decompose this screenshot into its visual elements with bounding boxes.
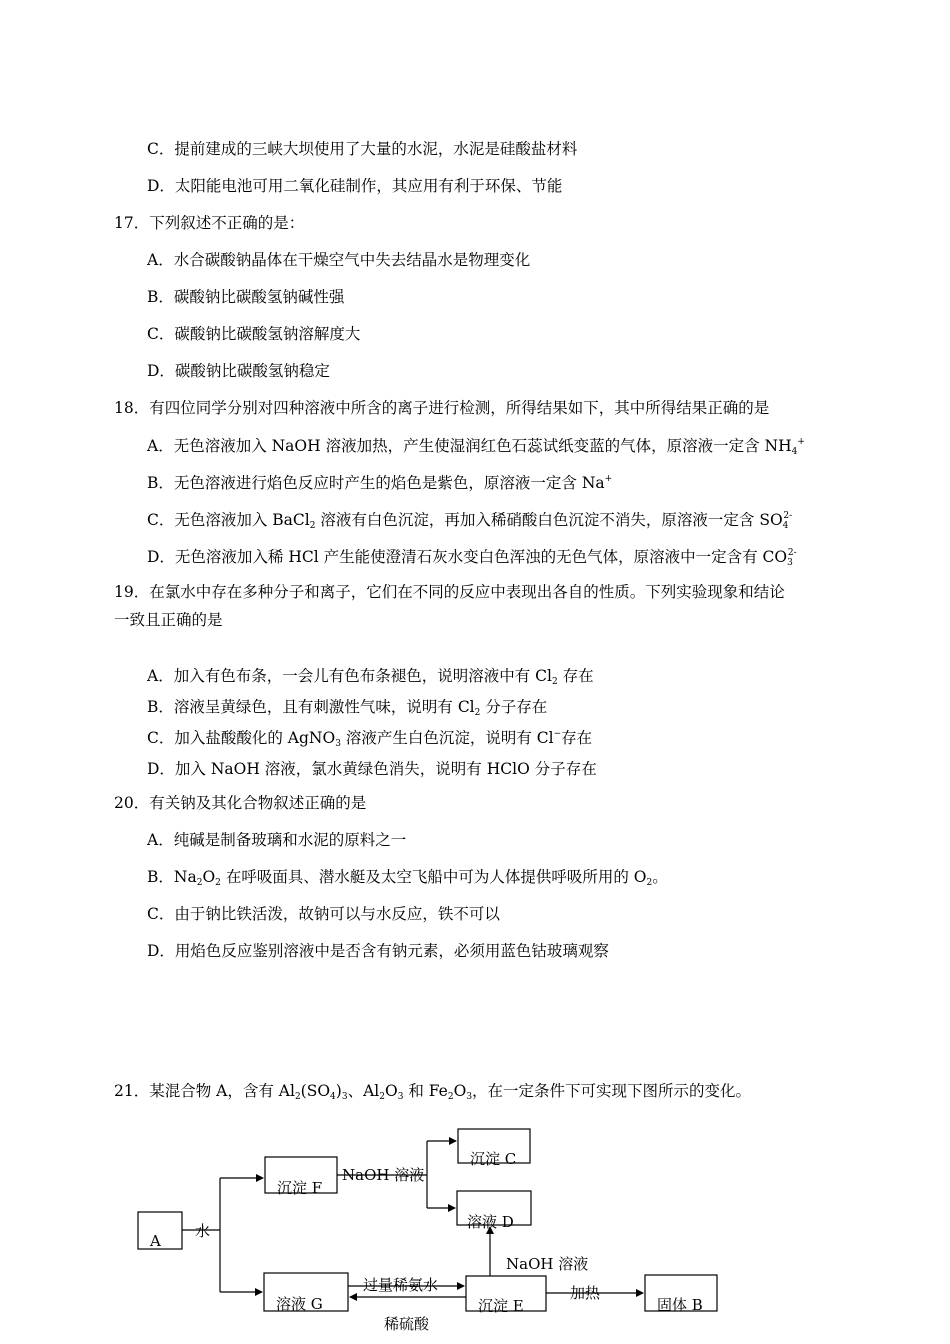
label-box-b: 固体 B: [657, 1296, 703, 1314]
q17-option-b: B．碳酸钠比碳酸氢钠碱性强: [147, 288, 345, 306]
subscript: 3: [341, 1092, 348, 1102]
q18-stem: 18．有四位同学分别对四种溶液中所含的离子进行检测，所得结果如下，其中所得结果正确的是: [114, 399, 770, 417]
q21-text: 和 Fe: [403, 1082, 448, 1100]
subscript: 2: [551, 677, 558, 687]
q19-option-a-text-2: 存在: [557, 667, 594, 685]
subscript: 3: [397, 1092, 404, 1102]
subscript: 2: [474, 708, 481, 718]
q19-option-b: [147, 697, 547, 717]
subscript: 2: [379, 1092, 385, 1102]
q18-option-a-text: A．无色溶液加入 NaOH 溶液加热，产生使湿润红色石蕊试纸变蓝的气体，原溶液一定含 NH: [147, 437, 792, 455]
q20-option-a: A．纯碱是制备玻璃和水泥的原料之一: [147, 831, 407, 849]
q18-option-c: [147, 510, 792, 530]
q20-option-b-text: B．Na: [147, 868, 197, 886]
label-box-d: 溶液 D: [467, 1213, 514, 1231]
label-water: 水: [195, 1222, 211, 1240]
q19-stem-line1: 19．在氯水中存在多种分子和离子，它们在不同的反应中表现出各自的性质。下列实验现象和结论: [114, 583, 785, 601]
q19-option-c-text: C．加入盐酸酸化的 AgNO: [147, 729, 336, 747]
label-box-c: 沉淀 C: [470, 1150, 517, 1168]
q19-option-c: [147, 728, 592, 748]
label-heat: 加热: [570, 1284, 601, 1302]
q16-option-c: C．提前建成的三峡大坝使用了大量的水泥，水泥是硅酸盐材料: [147, 140, 578, 158]
q21-text: O: [384, 1082, 398, 1100]
q19-option-b-text-2: 分子存在: [480, 698, 548, 716]
q19-option-c-text-3: 存在: [561, 729, 593, 747]
q18-option-d: [147, 547, 797, 567]
q16-option-d: D．太阳能电池可用二氧化硅制作，其应用有利于环保、节能: [147, 177, 563, 195]
q17-option-a: A．水合碳酸钠晶体在干燥空气中失去结晶水是物理变化: [147, 251, 531, 269]
superscript: +: [797, 437, 805, 447]
subscript: 3: [335, 739, 341, 749]
q17-option-d: D．碳酸钠比碳酸氢钠稳定: [147, 362, 330, 380]
label-naoh-top: NaOH 溶液: [342, 1166, 425, 1184]
label-box-a: A: [150, 1232, 161, 1250]
q20-option-c: C．由于钠比铁活泼，故钠可以与水反应，铁不可以: [147, 905, 500, 923]
superscript: 2-: [787, 548, 797, 558]
q20-option-b-text-3: 在呼吸面具、潜水艇及太空飞船中可为人体提供呼吸所用的 O: [220, 868, 647, 886]
flow-diagram: [0, 1115, 950, 1344]
q18-option-a: [147, 436, 805, 456]
q21-text: ): [335, 1082, 342, 1100]
subscript: 2: [294, 1092, 301, 1102]
q20-option-d: D．用焰色反应鉴别溶液中是否含有钠元素，必须用蓝色钴玻璃观察: [147, 942, 609, 960]
label-box-g: 溶液 G: [276, 1295, 323, 1313]
q18-option-c-text: C．无色溶液加入 BaCl: [147, 511, 310, 529]
superscript: 2-: [783, 511, 793, 521]
q20-stem: 20．有关钠及其化合物叙述正确的是: [114, 794, 367, 812]
q20-option-b-text-2: O: [202, 868, 216, 886]
subscript: 3: [466, 1092, 473, 1102]
label-ammonia: 过量稀氨水: [363, 1276, 439, 1294]
superscript: +: [604, 474, 613, 484]
q19-option-c-text-2: 溶液产生白色沉淀，说明有 Cl: [340, 729, 554, 747]
q21-text: (SO: [300, 1082, 331, 1100]
q19-option-d: D．加入 NaOH 溶液，氯水黄绿色消失，说明有 HClO 分子存在: [147, 760, 597, 778]
subscript: 4: [791, 447, 798, 457]
label-naoh-mid: NaOH 溶液: [506, 1255, 589, 1273]
q21-text: 21．某混合物 A，含有 Al: [114, 1082, 295, 1100]
q18-option-d-text: D．无色溶液加入稀 HCl 产生能使澄清石灰水变白色浑浊的无色气体，原溶液中一定含有 CO: [147, 548, 788, 566]
superscript: −: [553, 729, 562, 739]
q20-option-b: [147, 867, 668, 887]
subscript: 2: [646, 878, 653, 888]
q20-option-b-text-4: 。: [652, 868, 668, 886]
q18-option-b-text: B．无色溶液进行焰色反应时产生的焰色是紫色，原溶液一定含 Na: [147, 474, 605, 492]
q17-option-c: C．碳酸钠比碳酸氢钠溶解度大: [147, 325, 361, 343]
label-box-f: 沉淀 F: [277, 1179, 323, 1197]
q19-option-b-text: B．溶液呈黄绿色，且有刺激性气味，说明有 Cl: [147, 698, 475, 716]
subscript: 3: [787, 558, 793, 568]
subscript: 2: [196, 878, 203, 888]
q21-text: O: [453, 1082, 467, 1100]
q19-option-a: [147, 666, 594, 686]
q17-stem: 17．下列叙述不正确的是：: [114, 214, 305, 232]
q21-text: ，在一定条件下可实现下图所示的变化。: [472, 1082, 752, 1100]
q21-text: 、Al: [347, 1082, 380, 1100]
subscript: 2: [215, 878, 221, 888]
label-acid: 稀硫酸: [384, 1315, 430, 1333]
q19-stem-line2: 一致且正确的是: [114, 611, 223, 629]
label-box-e: 沉淀 E: [478, 1297, 524, 1315]
q18-option-c-text-2: 溶液有白色沉淀，再加入稀硝酸白色沉淀不消失，原溶液一定含 SO: [315, 511, 783, 529]
q18-option-b: [147, 473, 612, 493]
q21-stem: [114, 1081, 751, 1101]
q19-option-a-text: A．加入有色布条，一会儿有色布条褪色，说明溶液中有 Cl: [147, 667, 552, 685]
subscript: 2: [309, 521, 316, 531]
subscript: 2: [447, 1092, 454, 1102]
subscript: 4: [782, 521, 789, 531]
subscript: 4: [330, 1092, 336, 1102]
